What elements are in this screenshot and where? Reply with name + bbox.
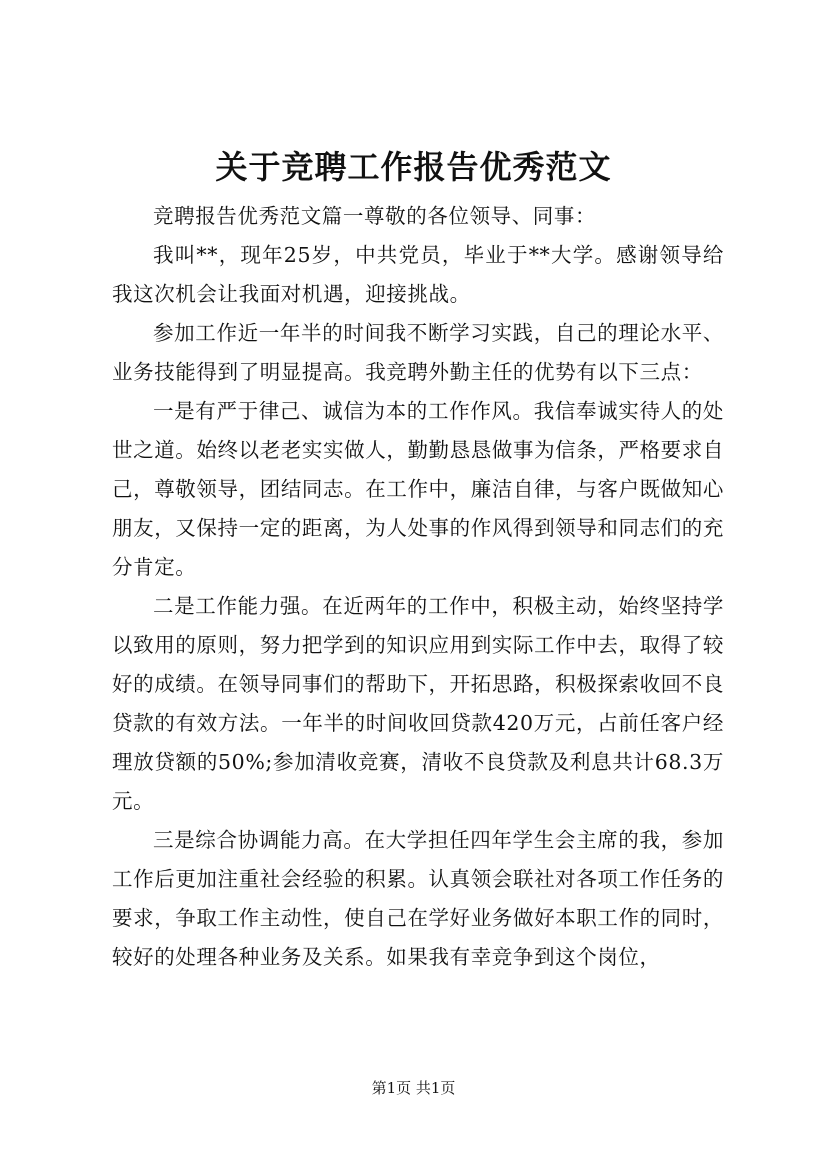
- paragraph-advantage-one: 一是有严于律己、诚信为本的工作作风。我信奉诚实待人的处世之道。始终以老老实实做人，勤勤恳恳做事为信条，严格要求自己，尊敬领导，团结同志。在工作中，廉洁自律，与客户既做知心朋友，又保持一定的距离，为人处事的作风得到领导和同志们的充分肯定。: [112, 399, 724, 579]
- document-body: [112, 197, 724, 977]
- paragraph-advantage-three: 三是综合协调能力高。在大学担任四年学生会主席的我，参加工作后更加注重社会经验的积累。认真领会联社对各项工作任务的要求，争取工作主动性，使自己在学好业务做好本职工作的同时，较好的处理各种业务及关系。如果我有幸竞争到这个岗位，: [112, 828, 724, 969]
- document-title: 关于竞聘工作报告优秀范文: [215, 148, 612, 186]
- page-footer: 第1页 共1页: [371, 1079, 456, 1097]
- paragraph-introduction: 我叫**，现年25岁，中共党员，毕业于**大学。感谢领导给我这次机会让我面对机遇，迎接挑战。: [112, 243, 724, 306]
- paragraph-experience: 参加工作近一年半的时间我不断学习实践，自己的理论水平、业务技能得到了明显提高。我竞聘外勤主任的优势有以下三点：: [112, 321, 724, 384]
- paragraph-advantage-two: 二是工作能力强。在近两年的工作中，积极主动，始终坚持学以致用的原则，努力把学到的知识应用到实际工作中去，取得了较好的成绩。在领导同事们的帮助下，开拓思路，积极探索收回不良贷款的有效方法。一年半的时间收回贷款420万元，占前任客户经理放贷额的50%;参加清收竞赛，清收不良贷款及利息共计68.3万元。: [112, 594, 724, 813]
- paragraph-salutation: 竞聘报告优秀范文篇一尊敬的各位领导、同事：: [153, 204, 597, 228]
